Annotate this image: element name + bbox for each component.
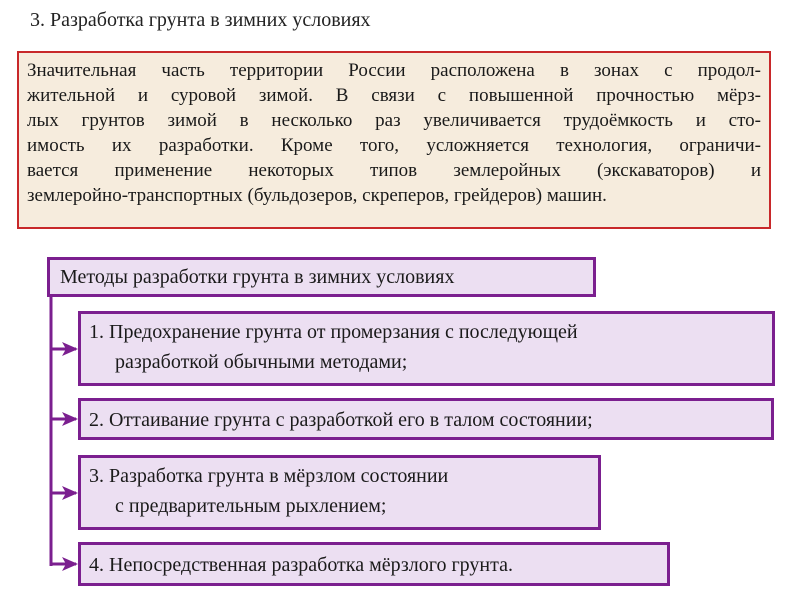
methods-header: Методы разработки грунта в зимних условиях — [47, 257, 596, 297]
method-item-text-cont: разработкой обычными методами; — [115, 351, 408, 373]
method-item-2 — [78, 398, 774, 440]
intro-line: землеройно-транспортных (бульдозеров, скреперов, грейдеров) машин. — [27, 185, 607, 206]
method-item-1 — [78, 311, 775, 386]
method-item-4 — [78, 542, 670, 586]
method-item-text: 1. Предохранение грунта от промерзания с последующей — [89, 321, 578, 343]
slide-title: 3. Разработка грунта в зимних условиях — [30, 9, 371, 31]
method-item-text: 3. Разработка грунта в мёрзлом состоянии — [89, 465, 449, 487]
intro-line: жительной и суровой зимой. В связи с повышенной прочностью мёрз- — [27, 85, 761, 106]
method-item-3 — [78, 455, 601, 530]
intro-line: лых грунтов зимой в несколько раз увеличивается трудоёмкость и сто- — [27, 110, 761, 131]
method-item-text: 4. Непосредственная разработка мёрзлого грунта. — [89, 554, 513, 576]
method-item-text: 2. Оттаивание грунта с разработкой его в талом состоянии; — [89, 409, 593, 431]
intro-line: вается применение некоторых типов землеройных (экскаваторов) и — [27, 160, 761, 181]
method-item-text-cont: с предварительным рыхлением; — [115, 495, 387, 517]
intro-line: имость их разработки. Кроме того, усложняется технология, ограничи- — [27, 135, 761, 156]
intro-line: Значительная часть территории России расположена в зонах с продол- — [27, 60, 761, 81]
